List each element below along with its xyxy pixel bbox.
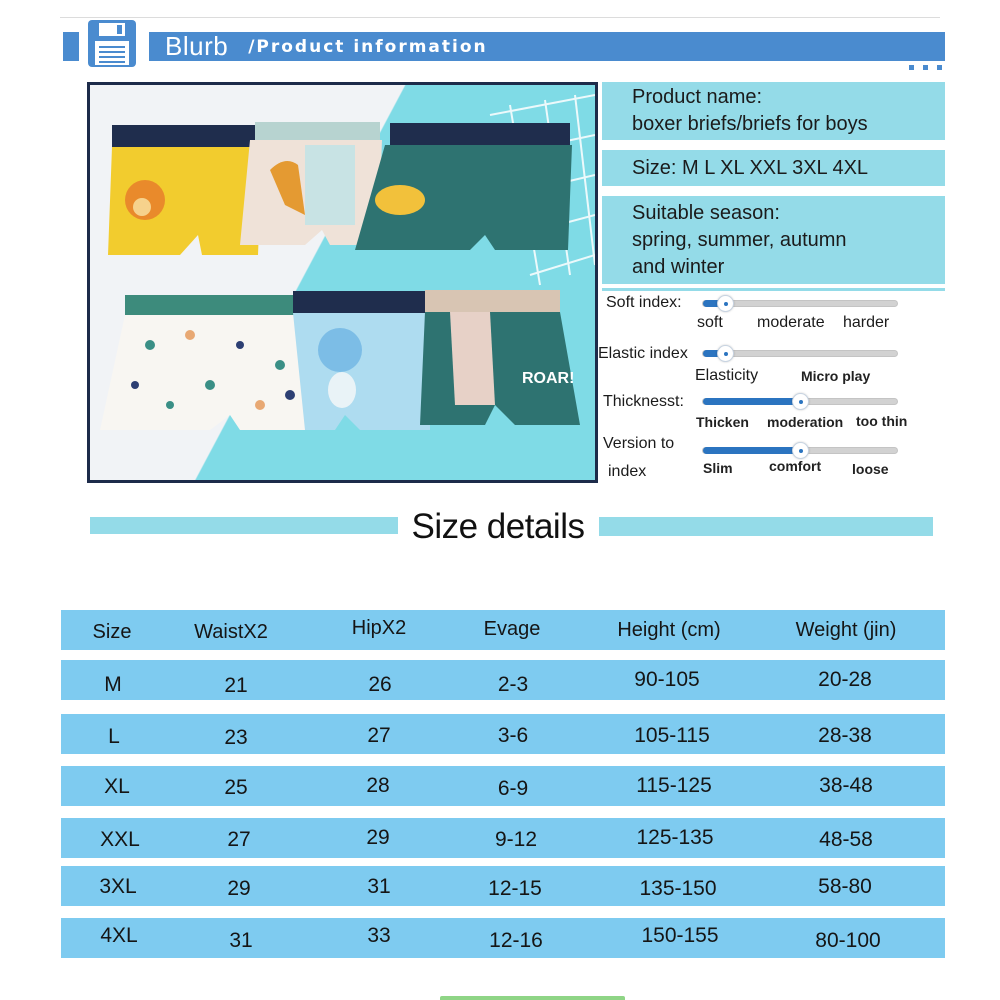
version-tick-comfort: comfort	[769, 458, 822, 474]
version-index-label-line2: index	[608, 463, 647, 480]
cell-size: 4XL	[100, 924, 138, 947]
cell-weight: 48-58	[819, 828, 873, 851]
cell-hip: 31	[367, 875, 391, 898]
header-bar	[149, 32, 945, 61]
cell-weight: 28-38	[818, 724, 872, 747]
header-dots-decoration	[909, 65, 942, 70]
thickness-fill	[703, 398, 799, 405]
thickness-label: Thicknesst:	[603, 393, 684, 410]
cell-height: 105-115	[634, 724, 710, 747]
thickness-tick-thicken: Thicken	[696, 414, 749, 430]
season-box	[602, 196, 945, 284]
cell-age: 12-15	[488, 877, 542, 900]
cell-size: L	[108, 725, 120, 748]
cell-height: 115-125	[636, 774, 712, 797]
version-tick-loose: loose	[852, 461, 889, 477]
size-details-title: Size details	[411, 507, 585, 546]
cell-waist: 23	[224, 726, 248, 749]
cell-age: 9-12	[494, 828, 538, 851]
cell-size: XL	[104, 775, 130, 798]
soft-tick-harder: harder	[843, 314, 890, 331]
size-box	[602, 150, 945, 186]
header-title: Blurb	[165, 31, 229, 61]
cell-size: XXL	[100, 828, 140, 851]
soft-tick-moderate: moderate	[757, 314, 825, 331]
table-row	[61, 660, 945, 700]
product-name-value: boxer briefs/briefs for boys	[632, 113, 868, 135]
elastic-tick-elasticity: Elasticity	[695, 367, 759, 384]
col-header-size: Size	[92, 621, 132, 643]
cell-hip: 28	[366, 774, 390, 797]
elastic-index-label: Elastic index	[598, 345, 688, 362]
cell-waist: 25	[224, 776, 248, 799]
cell-height: 150-155	[641, 924, 719, 947]
table-row	[61, 818, 945, 858]
version-index-fill	[703, 447, 799, 454]
elastic-index-knob	[717, 345, 734, 362]
bottom-green-accent	[440, 996, 625, 1000]
col-header-height: Height (cm)	[617, 619, 721, 641]
version-tick-slim: Slim	[703, 460, 733, 476]
cell-hip: 33	[367, 924, 391, 947]
season-label: Suitable season:	[632, 202, 780, 224]
floppy-disk-icon	[87, 19, 137, 68]
elastic-index-slider	[702, 350, 898, 357]
season-value-line1: spring, summer, autumn	[632, 229, 847, 251]
cell-weight: 38-48	[819, 774, 873, 797]
thickness-knob	[792, 393, 809, 410]
cell-hip: 26	[368, 673, 392, 696]
top-divider	[60, 17, 940, 18]
table-row	[61, 714, 945, 754]
table-row	[61, 918, 945, 958]
elastic-tick-micro-play: Micro play	[801, 368, 871, 384]
season-value-line2: and winter	[632, 256, 725, 278]
cell-height: 90-105	[634, 668, 700, 691]
table-row	[61, 766, 945, 806]
cell-size: 3XL	[99, 875, 137, 898]
header-subtitle: /Product information	[248, 36, 488, 57]
thickness-slider	[702, 398, 898, 405]
cell-hip: 29	[366, 826, 390, 849]
product-photo	[87, 82, 598, 483]
version-index-slider	[702, 447, 898, 454]
soft-index-knob	[717, 295, 734, 312]
cell-age: 12-16	[489, 929, 543, 952]
info-divider	[602, 288, 945, 291]
soft-index-label: Soft index:	[606, 294, 682, 311]
version-index-label-line1: Version to	[603, 435, 675, 452]
svg-text:ROAR!: ROAR!	[522, 370, 575, 387]
cell-age: 2-3	[497, 673, 529, 696]
cell-height: 125-135	[636, 826, 714, 849]
cell-weight: 80-100	[815, 929, 881, 952]
size-table-header	[61, 610, 945, 650]
table-row	[61, 866, 945, 906]
size-line: Size: M L XL XXL 3XL 4XL	[632, 157, 869, 179]
cell-age: 6-9	[497, 777, 529, 800]
cell-waist: 21	[224, 674, 248, 697]
col-header-age: Evage	[483, 618, 541, 640]
cell-waist: 29	[227, 877, 251, 900]
product-name-label: Product name:	[632, 86, 763, 108]
size-details-bar-left	[90, 517, 398, 534]
size-details-bar-right	[599, 517, 933, 536]
cell-height: 135-150	[639, 877, 717, 900]
header-accent-block	[63, 32, 79, 61]
cell-waist: 31	[229, 929, 253, 952]
soft-tick-soft: soft	[697, 314, 723, 331]
thickness-tick-too-thin: too thin	[856, 413, 908, 429]
col-header-hip: HipX2	[351, 617, 407, 639]
thickness-tick-moderation: moderation	[767, 414, 844, 430]
cell-waist: 27	[227, 828, 251, 851]
col-header-waist: WaistX2	[194, 621, 268, 643]
soft-index-slider	[702, 300, 898, 307]
cell-age: 3-6	[497, 724, 529, 747]
cell-size: M	[104, 673, 122, 696]
product-name-box	[602, 82, 945, 140]
version-index-knob	[792, 442, 809, 459]
cell-weight: 20-28	[818, 668, 872, 691]
col-header-weight: Weight (jin)	[795, 619, 897, 641]
cell-hip: 27	[367, 724, 391, 747]
cell-weight: 58-80	[818, 875, 872, 898]
